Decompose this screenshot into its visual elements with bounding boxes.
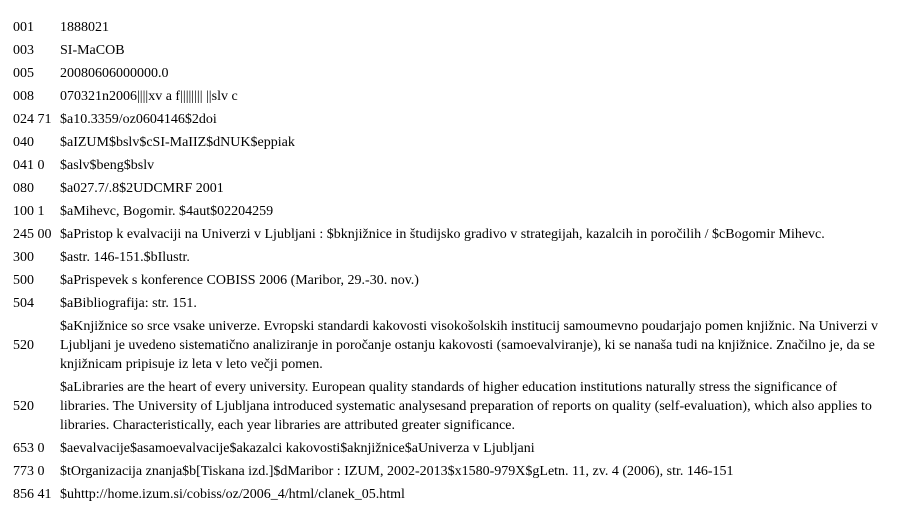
field-content: $a027.7/.8$2UDCMRF 2001: [60, 181, 224, 196]
field-content: $aPrispevek s konference COBISS 2006 (Maribor, 29.-30. nov.): [60, 273, 419, 288]
field-content: $a10.3359/oz0604146$2doi: [60, 112, 217, 127]
field-content: $aBibliografija: str. 151.: [60, 296, 197, 311]
field-content: $uhttp://home.izum.si/cobiss/oz/2006_4/html/clanek_05.html: [60, 487, 405, 502]
field-content: $aevalvacije$asamoevalvacije$akazalci kakovosti$aknjižnice$aUniverza v Ljubljani: [60, 441, 535, 456]
field-content: 070321n2006||||xv a f|||||||| ||slv c: [60, 89, 238, 104]
field-tag: 520: [13, 399, 34, 414]
field-content: $aKnjižnice so srce vsake univerze. Evropski standardi kakovosti visokošolskih institucij samoumevno poudarjajo pomen knjižnic. Na Univerzi v Ljubljani je uvedeno sistematično analiziranje in poročanje ostanju kakovosti (samoevalviranje), ki se nanaša tudi na knjižnice. Značilno je, da se knjižnicam pripisuje iz leta v leto večji pomen.: [60, 319, 879, 372]
field-tag: 300: [13, 250, 34, 265]
field-row: [13, 16, 888, 39]
field-content: $astr. 146-151.$bIlustr.: [60, 250, 190, 265]
field-row: [13, 376, 888, 437]
field-row: [13, 292, 888, 315]
field-tag: 245 00: [13, 227, 52, 242]
field-row: [13, 131, 888, 154]
field-tag: 520: [13, 338, 34, 353]
field-content: $tOrganizacija znanja$b[Tiskana izd.]$dMaribor : IZUM, 2002-2013$x1580-979X$gLetn. 11, zv. 4 (2006), str. 146-151: [60, 464, 734, 479]
field-row: [13, 39, 888, 62]
field-tag: 773 0: [13, 464, 45, 479]
field-row: [13, 483, 888, 506]
field-row: [13, 246, 888, 269]
field-row: [13, 154, 888, 177]
field-content: $aIZUM$bslv$cSI-MaIIZ$dNUK$eppiak: [60, 135, 295, 150]
field-tag: 653 0: [13, 441, 45, 456]
marc-field-table: [13, 16, 888, 506]
field-content: 1888021: [60, 20, 109, 35]
field-tag: 001: [13, 20, 34, 35]
field-row: [13, 460, 888, 483]
field-content: $aPristop k evalvaciji na Univerzi v Ljubljani : $bknjižnice in študijsko gradivo v strategijah, kazalcih in poročilih / $cBogomir Mihevc.: [60, 227, 825, 242]
field-row: [13, 200, 888, 223]
field-content: 20080606000000.0: [60, 66, 169, 81]
field-tag: 005: [13, 66, 34, 81]
field-content: $aMihevc, Bogomir. $4aut$02204259: [60, 204, 274, 219]
field-row: [13, 269, 888, 292]
field-tag: 040: [13, 135, 34, 150]
field-row: [13, 177, 888, 200]
field-tag: 100 1: [13, 204, 45, 219]
field-tag: 080: [13, 181, 34, 196]
field-tag: 041 0: [13, 158, 45, 173]
field-row: [13, 85, 888, 108]
field-row: [13, 108, 888, 131]
field-row: [13, 315, 888, 376]
field-tag: 504: [13, 296, 34, 311]
field-tag: 003: [13, 43, 34, 58]
field-content: SI-MaCOB: [60, 43, 125, 58]
field-tag: 856 41: [13, 487, 52, 502]
field-content: $aslv$beng$bslv: [60, 158, 155, 173]
marc-record: [13, 16, 893, 506]
field-tag: 500: [13, 273, 34, 288]
field-row: [13, 62, 888, 85]
field-content: $aLibraries are the heart of every university. European quality standards of higher education institutions naturally stress the significance of libraries. The University of Ljubljana introduced systematic analysesand preparation of reports on quality (self-evaluation), which also applies to libraries. Characteristically, each year libraries are attributed greater significance.: [60, 380, 872, 433]
field-tag: 008: [13, 89, 34, 104]
field-row: [13, 437, 888, 460]
field-tag: 024 71: [13, 112, 52, 127]
field-row: [13, 223, 888, 246]
